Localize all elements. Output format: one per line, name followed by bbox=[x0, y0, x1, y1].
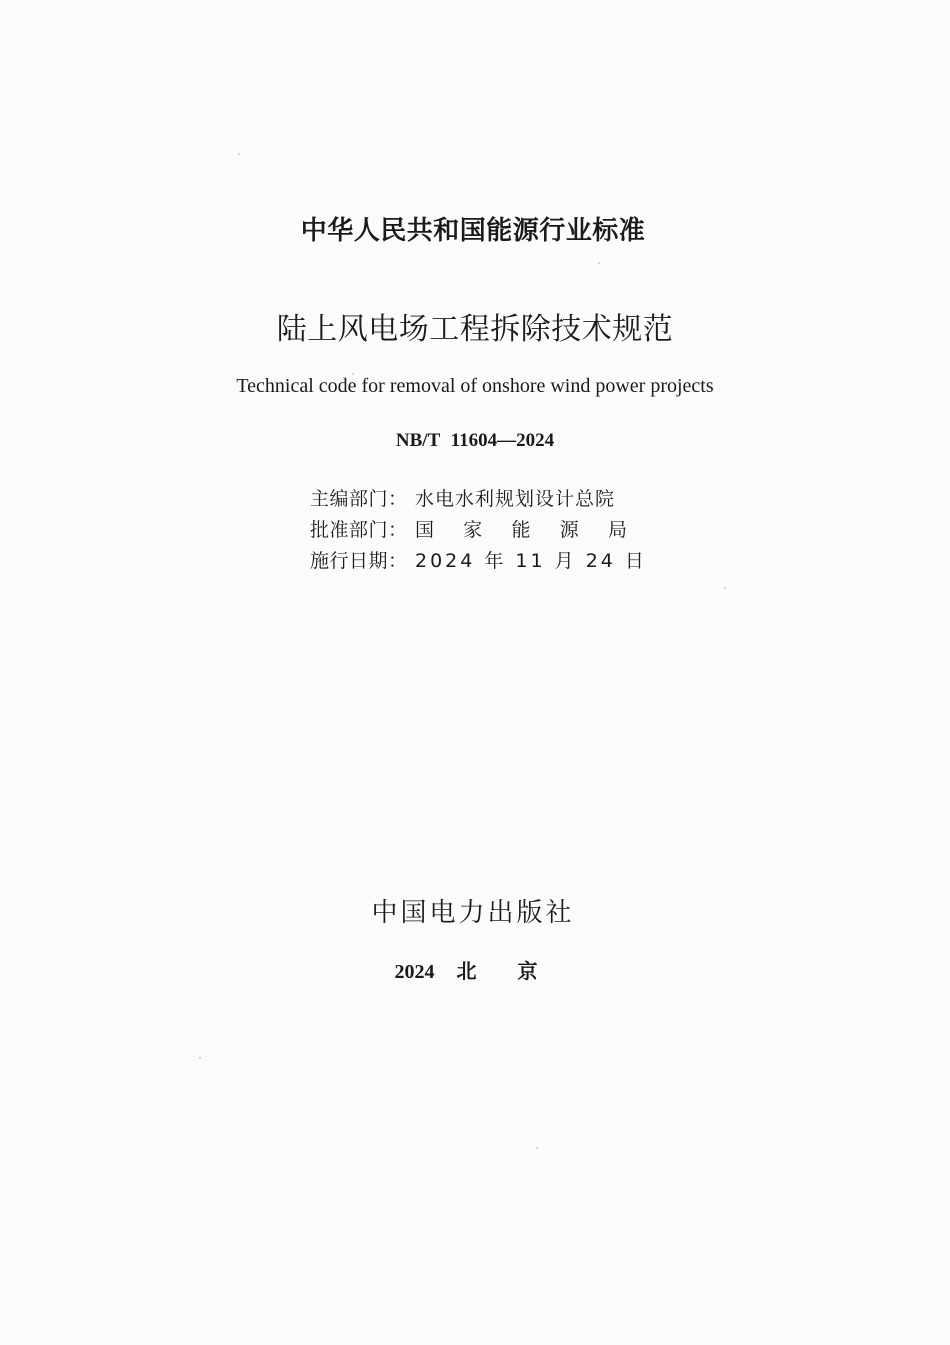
effective-date-value: 2024 年 11 月 24 日 bbox=[415, 550, 647, 572]
publish-year: 2024 bbox=[394, 961, 435, 983]
publisher-name: 中国电力出版社 bbox=[371, 898, 575, 928]
scan-speck bbox=[199, 1057, 201, 1059]
scan-speck bbox=[352, 373, 354, 375]
scan-speck bbox=[724, 587, 726, 589]
effective-date-row bbox=[310, 546, 650, 577]
publish-place bbox=[0, 955, 950, 984]
approver-char: 源 bbox=[559, 519, 579, 541]
scan-speck bbox=[238, 153, 240, 155]
title-chinese: 陆上风电场工程拆除技术规范 bbox=[276, 312, 674, 347]
approval-info bbox=[310, 484, 650, 577]
publish-city: 北 京 bbox=[456, 961, 556, 983]
standard-number: NB/T 11604—2024 bbox=[395, 430, 555, 451]
editor-value: 水电水利规划设计总院 bbox=[415, 488, 616, 510]
title-english: Technical code for removal of onshore wind power projects bbox=[236, 375, 714, 397]
industry-standard-heading: 中华人民共和国能源行业标准 bbox=[300, 216, 646, 246]
approver-value bbox=[415, 515, 627, 546]
effective-date-label: 施行日期： bbox=[310, 550, 408, 572]
approver-char: 国 bbox=[415, 519, 435, 541]
approver-char: 能 bbox=[511, 519, 531, 541]
approver-char: 局 bbox=[607, 519, 627, 541]
editor-label: 主编部门： bbox=[310, 488, 408, 510]
approver-label: 批准部门： bbox=[310, 519, 408, 541]
editor-row bbox=[310, 484, 650, 515]
approver-char: 家 bbox=[463, 519, 483, 541]
scan-speck bbox=[536, 1147, 538, 1149]
scan-speck bbox=[598, 262, 600, 264]
approver-row bbox=[310, 515, 650, 546]
